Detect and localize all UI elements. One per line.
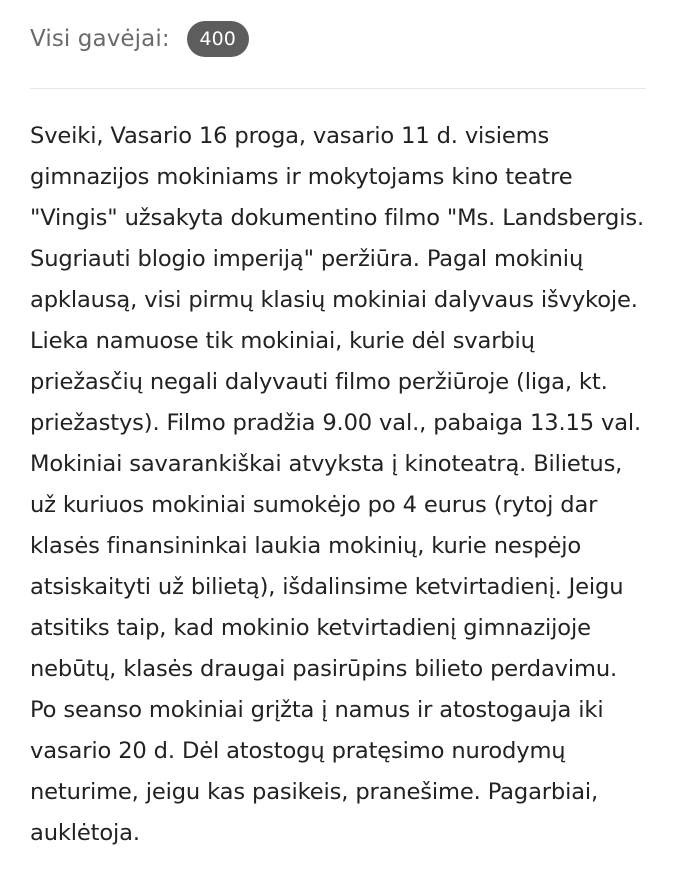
recipients-header	[30, 0, 645, 64]
recipients-label: Visi gavėjai:	[30, 26, 170, 52]
header-divider	[30, 88, 646, 89]
message-body: Sveiki, Vasario 16 proga, vasario 11 d. visiems gimnazijos mokiniams ir mokytojams kino teatre "Vingis" užsakyta dokumentino filmo "Ms. Landsbergis. Sugriauti blogio imperiją" peržiūra. Pagal mokinių apklausą, visi pirmų klasių mokiniai dalyvaus išvykoje. Lieka namuose tik mokiniai, kurie dėl svarbių priežasčių negali dalyvauti filmo peržiūroje (liga, kt. priežastys). Filmo pradžia 9.00 val., pabaiga 13.15 val. Mokiniai savarankiškai atvyksta į kinoteatrą. Bilietus, už kuriuos mokiniai sumokėjo po 4 eurus (rytoj dar klasės finansininkai laukia mokinių, kurie nespėjo atsiskaityti už bilietą), išdalinsime ketvirtadienį. Jeigu atsitiks taip, kad mokinio ketvirtadienį gimnazijoje nebūtų, klasės draugai pasirūpins bilieto perdavimu. Po seanso mokiniai grįžta į namus ir atostogauja iki vasario 20 d. Dėl atostogų pratęsimo nurodymų neturime, jeigu kas pasikeis, pranešime. Pagarbiai, auklėtoja.	[30, 123, 644, 846]
recipients-count-badge[interactable]: 400	[187, 21, 249, 57]
